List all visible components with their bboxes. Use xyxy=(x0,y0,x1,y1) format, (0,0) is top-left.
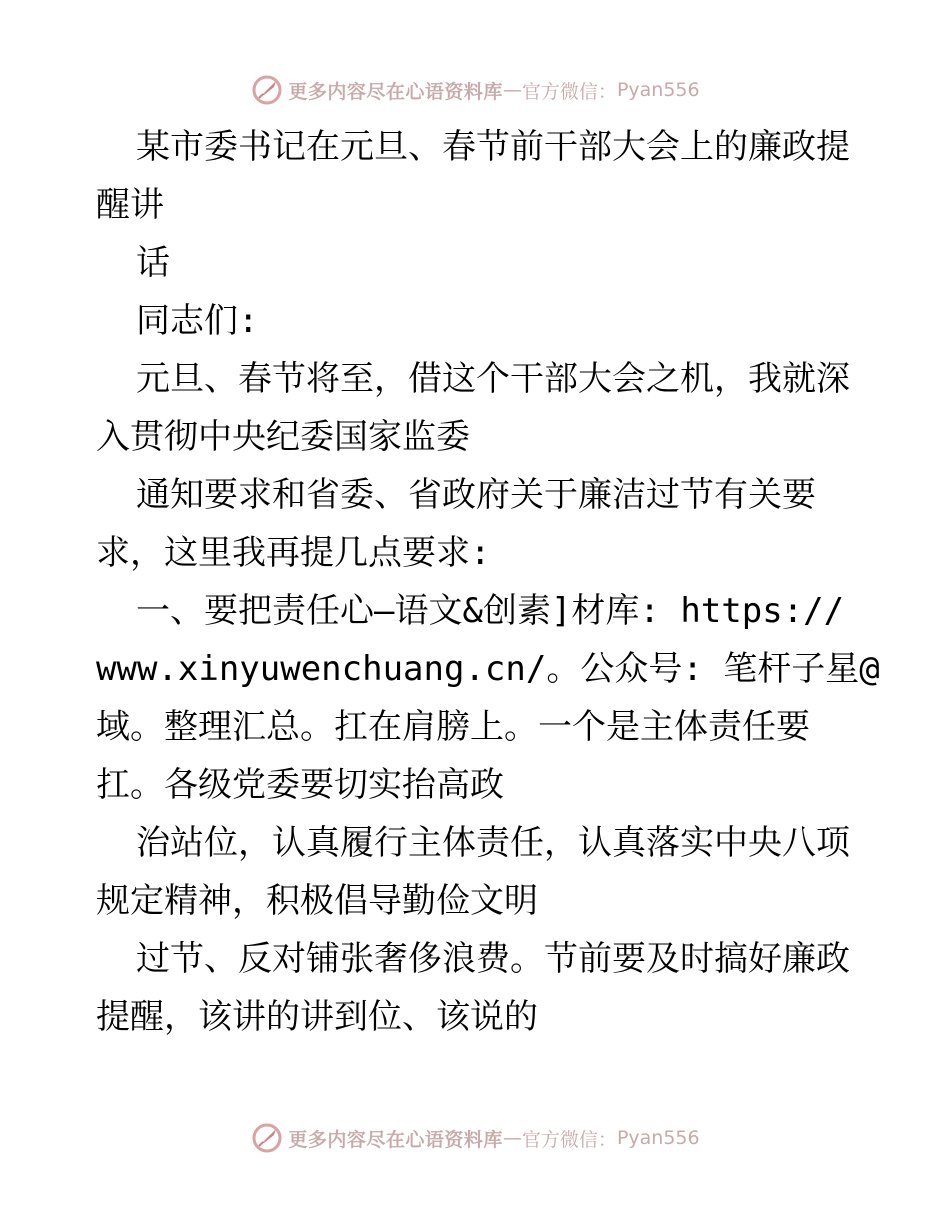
document-line: 醒讲 xyxy=(96,185,164,225)
watermark-text: 更多内容尽在心语资料库 xyxy=(288,1128,503,1151)
document-line: 域。整理汇总。扛在肩膀上。一个是主体责任要 xyxy=(96,707,810,747)
watermark-wechat-id: Pyan556 xyxy=(616,1127,700,1149)
document-line: 某市委书记在元旦、春节前干部大会上的廉政提 xyxy=(136,127,850,167)
document-line: 同志们: xyxy=(136,301,259,341)
document-line: 入贯彻中央纪委国家监委 xyxy=(96,417,470,457)
document-line: 话 xyxy=(136,243,170,283)
quill-logo-icon xyxy=(250,73,284,107)
header-watermark xyxy=(0,70,950,110)
document-line: 一、要把责任心—语文&创素]材库: https:// xyxy=(136,591,845,631)
document-body xyxy=(96,118,880,1046)
document-line: www.xinyuwenchuang.cn/。公众号: 笔杆子星@ xyxy=(96,649,880,689)
document-line: 过节、反对铺张奢侈浪费。节前要及时搞好廉政 xyxy=(136,939,850,979)
watermark-wechat-label: 官方微信： xyxy=(521,80,617,103)
document-line: 通知要求和省委、省政府关于廉洁过节有关要 xyxy=(136,475,816,515)
footer-watermark xyxy=(0,1118,950,1158)
quill-logo-icon xyxy=(250,1121,284,1155)
document-line: 治站位，认真履行主体责任，认真落实中央八项 xyxy=(136,823,850,863)
watermark-dash: — xyxy=(502,1127,522,1149)
watermark-dash: — xyxy=(502,79,522,101)
document-line: 提醒，该讲的讲到位、该说的 xyxy=(96,997,538,1037)
watermark-wechat-label: 官方微信： xyxy=(521,1128,617,1151)
document-line: 规定精神，积极倡导勤俭文明 xyxy=(96,881,538,921)
document-line: 元旦、春节将至，借这个干部大会之机，我就深 xyxy=(136,359,850,399)
document-line: 扛。各级党委要切实抬高政 xyxy=(96,765,504,805)
watermark-wechat-id: Pyan556 xyxy=(616,79,700,101)
document-line: 求，这里我再提几点要求: xyxy=(96,533,491,573)
watermark-text: 更多内容尽在心语资料库 xyxy=(288,80,503,103)
